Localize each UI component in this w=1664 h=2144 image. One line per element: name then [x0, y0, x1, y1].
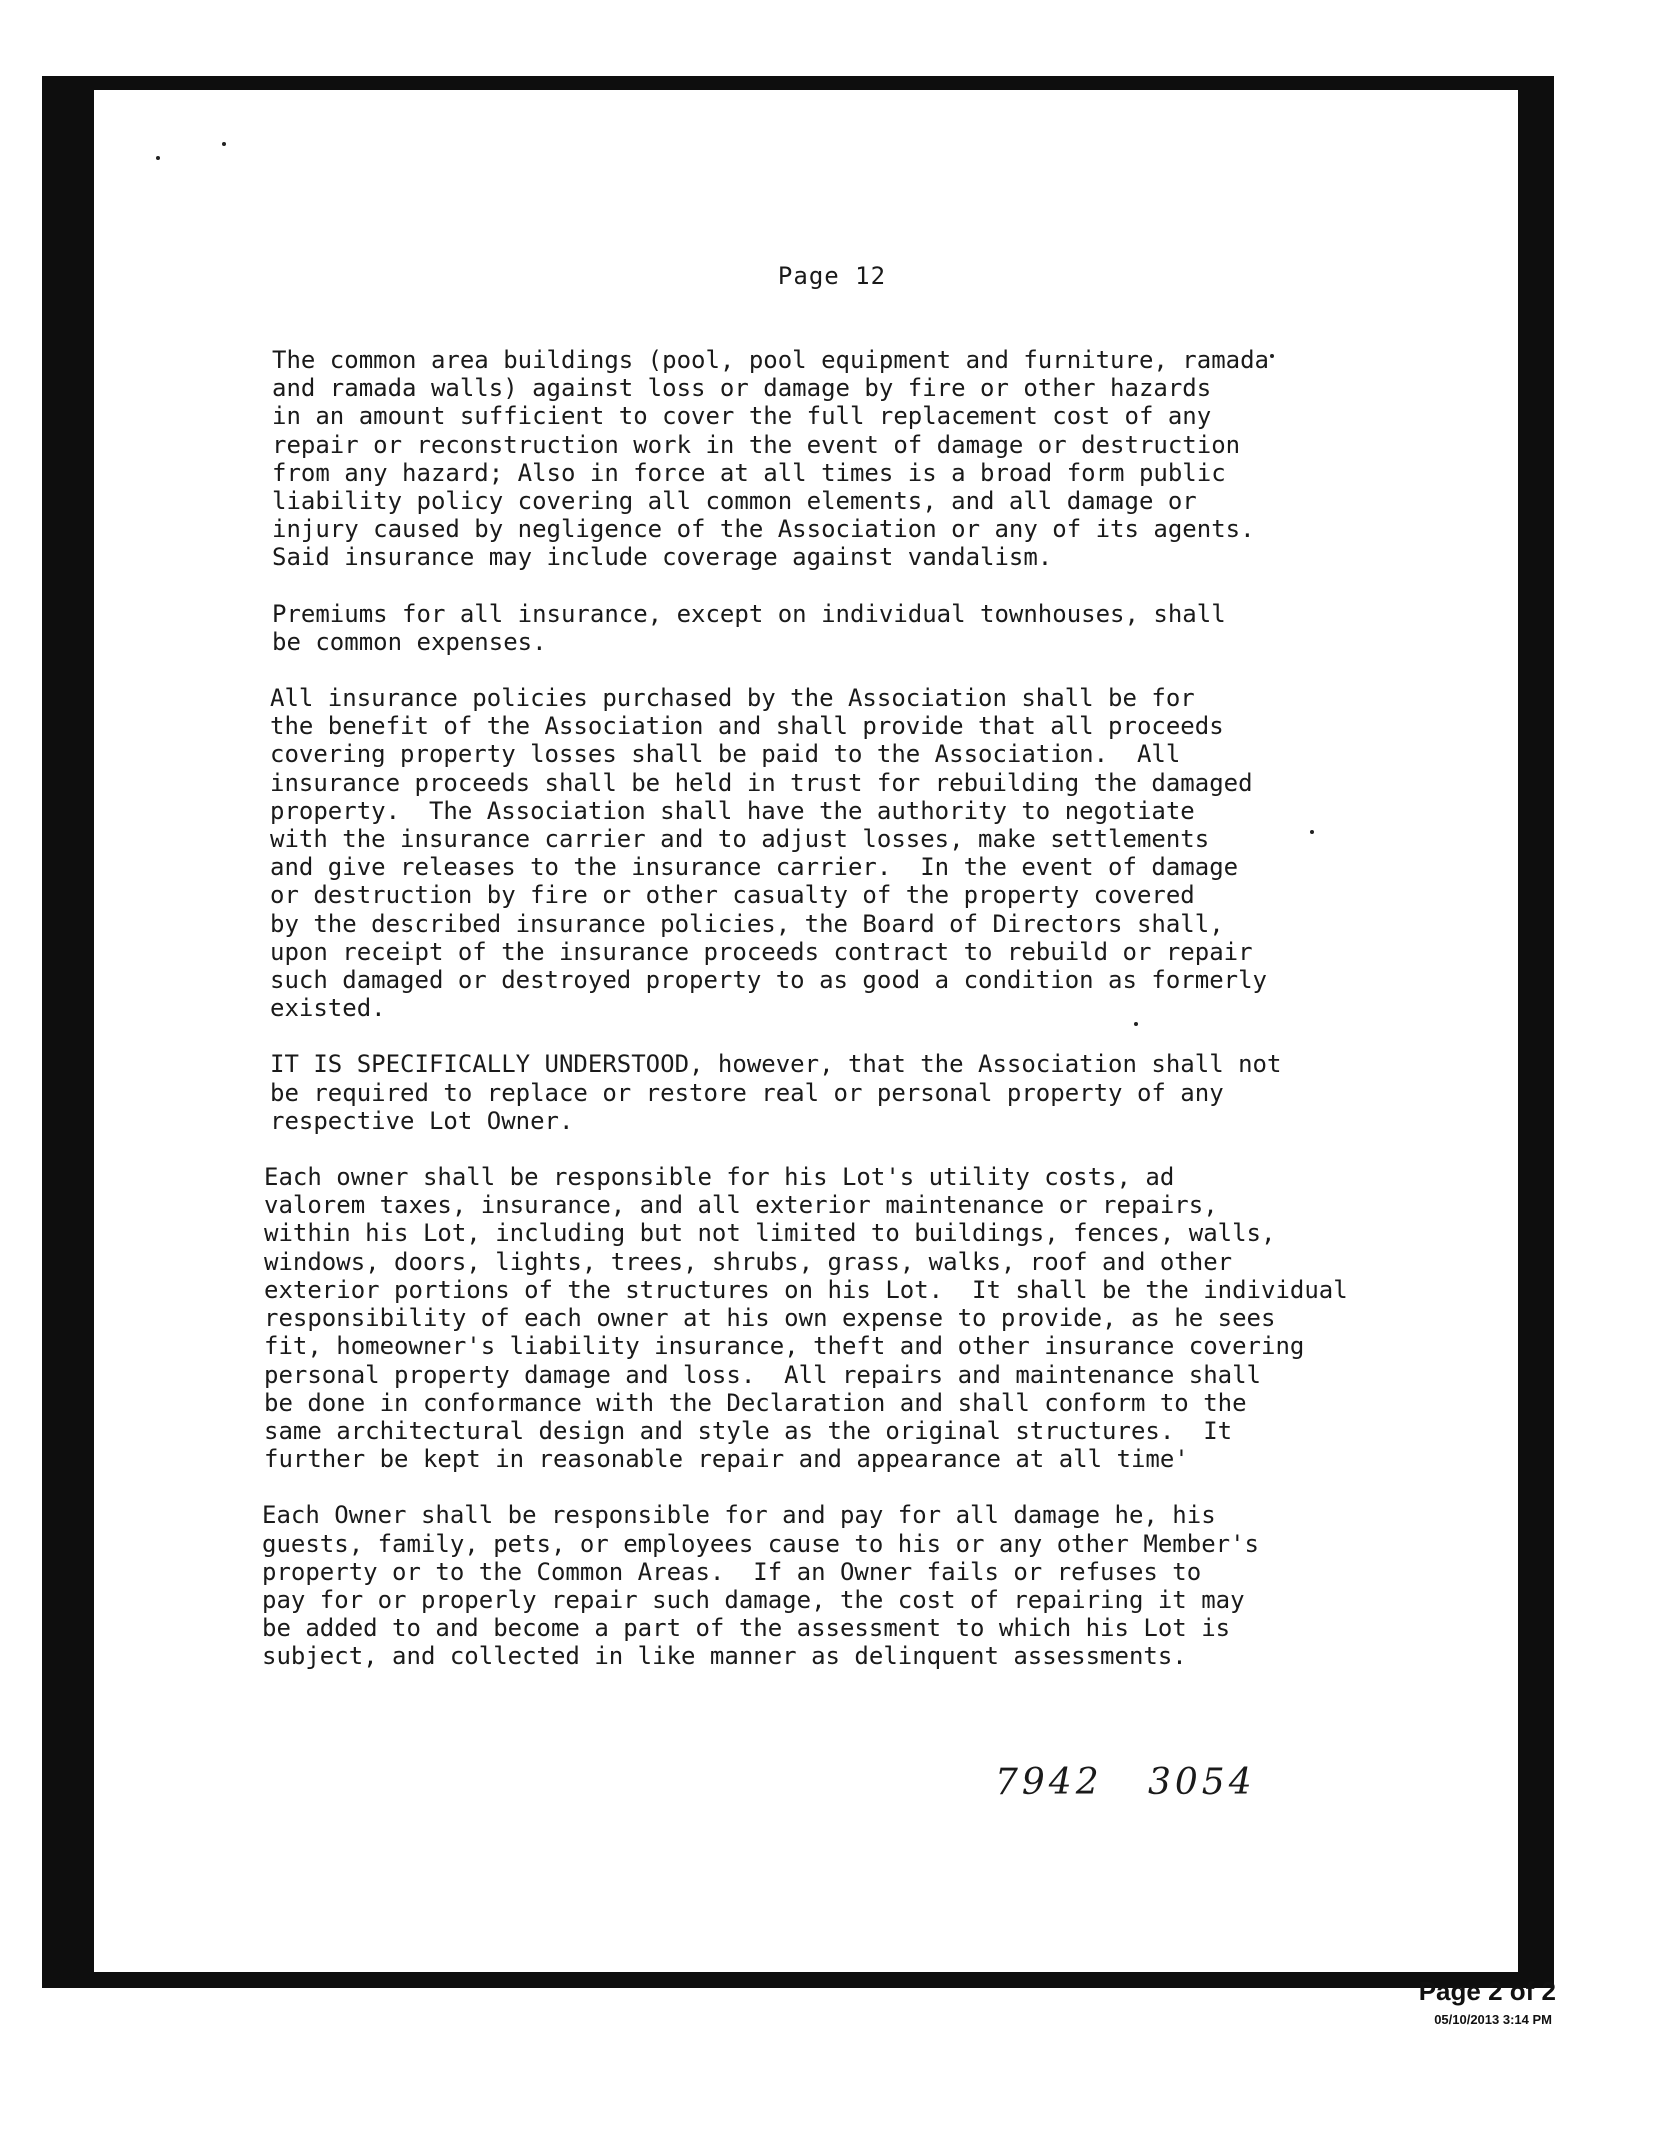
- print-timestamp: 05/10/2013 3:14 PM: [1434, 2012, 1552, 2027]
- scan-speck: [156, 156, 160, 160]
- page-heading: Page 12: [777, 262, 887, 290]
- owner-damage-paragraph: Each Owner shall be responsible for and pay for all damage he, his guests, family, pets, or employees cause to his or any other Member's property or to the Common Areas. If an Owner fails or refuses to pay for or properly repair such damage, the cost of repairing it may be added to and become a part of the assessment to which his Lot is subject, and collected in like manner as delinquent assessments.: [262, 1501, 1259, 1671]
- premiums-paragraph: Premiums for all insurance, except on individual townhouses, shall be common expenses.: [272, 599, 1226, 656]
- book-number-stamp: 7942: [995, 1762, 1103, 1803]
- document-body: [256, 346, 1348, 1699]
- owner-responsibility-paragraph: Each owner shall be responsible for his Lot's utility costs, ad valorem taxes, insurance, and all exterior maintenance or repairs, within his Lot, including but not limited to buildings, fences, walls, windows, doors, lights, trees, shrubs, grass, walks, roof and other exterior portions of the structures on his Lot. It shall be the individual responsibility of each owner at his own expense to provide, as he sees fit, homeowner's liability insurance, theft and other insurance covering personal property damage and loss. All repairs and maintenance shall be done in conformance with the Declaration and shall conform to the same architectural design and style as the original structures. It further be kept in reasonable repair and appearance at all time': [264, 1163, 1348, 1474]
- specifically-understood-paragraph: IT IS SPECIFICALLY UNDERSTOOD, however, that the Association shall not be required to replace or restore real or personal property of any respective Lot Owner.: [270, 1050, 1282, 1135]
- insurance-coverage-paragraph: The common area buildings (pool, pool equipment and furniture, ramada and ramada walls) against loss or damage by fire or other hazards in an amount sufficient to cover the full replacement cost of any repair or reconstruction work in the event of damage or destruction from any hazard; Also in force at all times is a broad form public liability policy covering all common elements, and all damage or injury caused by negligence of the Association or any of its agents. Said insurance may include coverage against vandalism.: [272, 346, 1269, 572]
- page-count-label: Page 2 of 2: [1418, 1976, 1556, 2006]
- insurance-policies-paragraph: All insurance policies purchased by the Association shall be for the benefit of the Association and shall provide that all proceeds covering property losses shall be paid to the Association. All insurance proceeds shall be held in trust for rebuilding the damaged property. The Association shall have the authority to negotiate with the insurance carrier and to adjust losses, make settlements and give releases to the insurance carrier. In the event of damage or destruction by fire or other casualty of the property covered by the described insurance policies, the Board of Directors shall, upon receipt of the insurance proceeds contract to rebuild or repair such damaged or destroyed property to as good a condition as formerly existed.: [270, 684, 1267, 1023]
- scan-speck: [222, 142, 226, 146]
- page-number-stamp: 3054: [1148, 1762, 1256, 1803]
